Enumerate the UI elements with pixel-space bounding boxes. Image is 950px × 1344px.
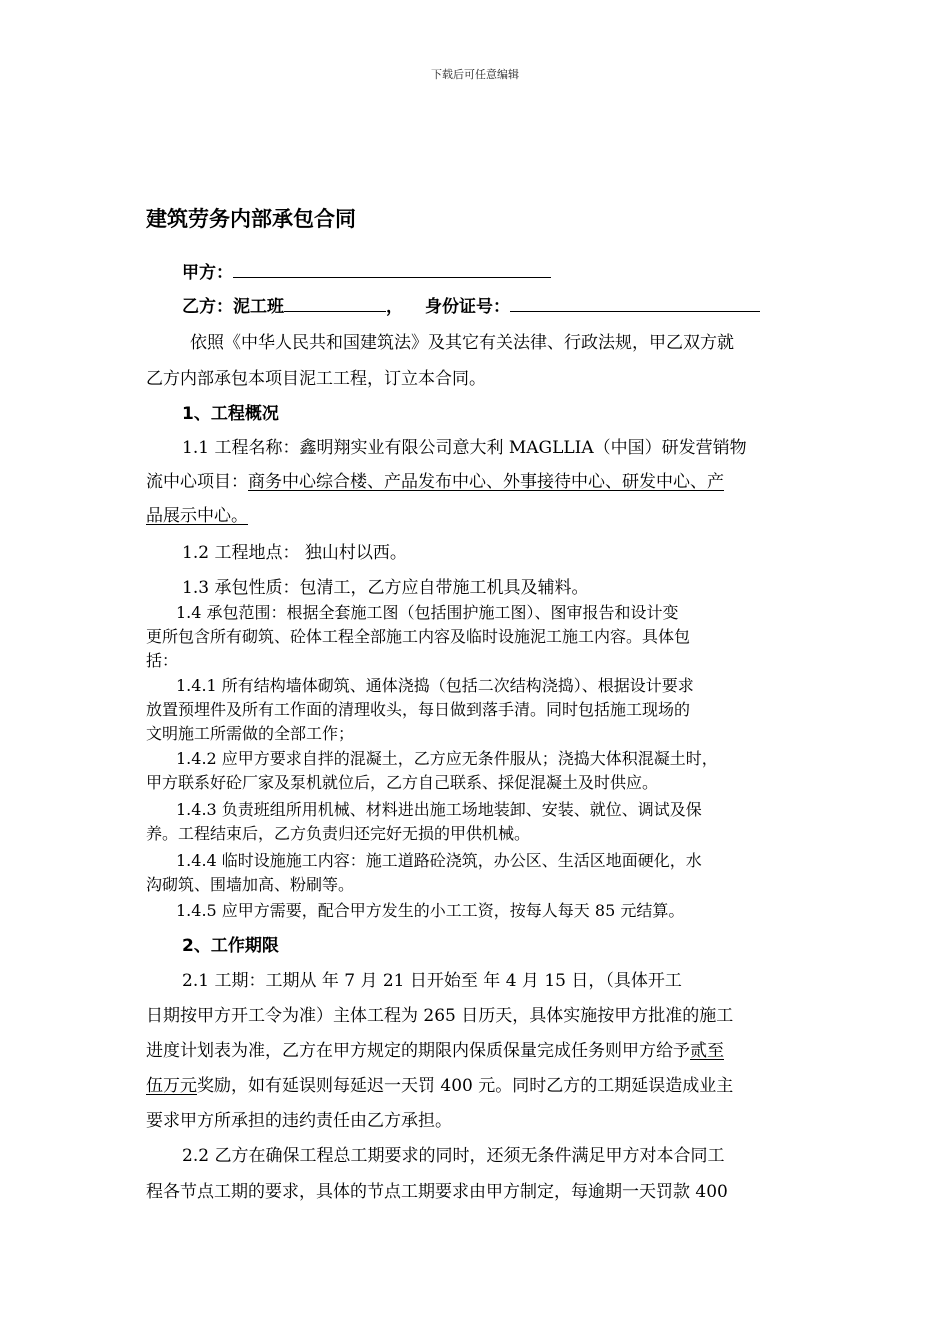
clause-1-1-line-1: 1.1 工程名称：鑫明翔实业有限公司意大利 MAGLLIA（中国）研发营销物 [182, 438, 747, 458]
clause-1-1-scope-underlined-end: 品展示中心。 [146, 506, 248, 526]
party-a-label: 甲方： [182, 263, 233, 283]
clause-1-4-1-line-1: 1.4.1 所有结构墙体砌筑、通体浇捣（包括二次结构浇捣）、根据设计要求 [176, 676, 694, 695]
clause-1-4-2-line-2: 甲方联系好砼厂家及泵机就位后，乙方自己联系、採促混凝土及时供应。 [146, 773, 659, 792]
clause-1-2: 1.2 工程地点： 独山村以西。 [182, 543, 407, 563]
page-header-note: 下载后可任意编辑 [431, 68, 519, 81]
clause-1-4-line-1: 1.4 承包范围：根据全套施工图（包括围护施工图）、图审报告和设计变 [176, 603, 679, 622]
clause-1-4-4-line-1: 1.4.4 临时设施施工内容：施工道路砼浇筑，办公区、生活区地面硬化，水 [176, 851, 702, 870]
clause-1-1-prefix: 流中心项目： [146, 472, 248, 492]
clause-1-4-4-line-2: 沟砌筑、围墙加高、粉刷等。 [146, 875, 355, 894]
section-2-title: 2、工作期限 [182, 936, 279, 956]
clause-2-1-line-4-text: 奖励，如有延误则每延迟一天罚 400 元。同时乙方的工期延误造成业主 [197, 1076, 734, 1096]
clause-1-4-3-line-1: 1.4.3 负责班组所用机械、材料进出施工场地装卸、安装、就位、调试及保 [176, 800, 702, 819]
clause-2-1-line-5: 要求甲方所承担的违约责任由乙方承担。 [146, 1111, 452, 1131]
clause-2-1-line-4 [146, 1071, 733, 1096]
id-number-blank [510, 297, 760, 312]
party-b-separator: ， [386, 297, 403, 317]
clause-1-4-3-line-2: 养。工程结束后，乙方负责归还完好无损的甲供机械。 [146, 824, 531, 843]
party-b-name-blank [284, 297, 386, 312]
party-b-label: 乙方：泥工班 [182, 297, 284, 317]
clause-2-1-line-3 [146, 1036, 724, 1061]
clause-1-4-1-line-3: 文明施工所需做的全部工作； [146, 724, 355, 743]
clause-2-2-line-1: 2.2 乙方在确保工程总工期要求的同时，还须无条件满足甲方对本合同工 [182, 1146, 725, 1166]
clause-2-1-line-1: 2.1 工期：工期从 年 7 月 21 日开始至 年 4 月 15 日，（具体开工 [182, 971, 682, 991]
clause-2-2-line-2: 程各节点工期的要求，具体的节点工期要求由甲方制定，每逾期一天罚款 400 [146, 1182, 728, 1202]
clause-1-1-line-3 [146, 501, 248, 526]
clause-1-4-5: 1.4.5 应甲方需要，配合甲方发生的小工工资，按每人每天 85 元结算。 [176, 901, 685, 920]
party-a-row [182, 258, 551, 283]
clause-1-4-1-line-2: 放置预埋件及所有工作面的清理收头，每日做到落手清。同时包括施工现场的 [146, 700, 691, 719]
intro-line-1: 依照《中华人民共和国建筑法》及其它有关法律、行政法规，甲乙双方就 [190, 333, 734, 353]
clause-2-1-reward-underlined: 贰至 [690, 1041, 724, 1061]
clause-2-1-line-3-text: 进度计划表为准，乙方在甲方规定的期限内保质保量完成任务则甲方给予 [146, 1041, 690, 1061]
clause-2-1-reward-amount-underlined: 伍万元 [146, 1076, 197, 1096]
clause-1-3: 1.3 承包性质：包清工，乙方应自带施工机具及辅料。 [182, 578, 589, 598]
clause-1-4-line-3: 括： [146, 651, 179, 670]
section-1-title: 1、工程概况 [182, 404, 279, 424]
party-a-blank [233, 263, 551, 278]
party-b-row [182, 292, 760, 317]
clause-1-4-2-line-1: 1.4.2 应甲方要求自拌的混凝土，乙方应无条件服从；浇捣大体积混凝土时， [176, 749, 718, 768]
clause-1-4-line-2: 更所包含所有砌筑、砼体工程全部施工内容及临时设施泥工施工内容。具体包 [146, 627, 691, 646]
contract-title: 建筑劳务内部承包合同 [146, 207, 356, 231]
intro-line-2: 乙方内部承包本项目泥工工程，订立本合同。 [146, 369, 486, 389]
clause-1-1-line-2 [146, 467, 724, 492]
clause-1-1-scope-underlined: 商务中心综合楼、产品发布中心、外事接待中心、研发中心、产 [248, 472, 724, 492]
id-number-label: 身份证号： [425, 297, 510, 317]
clause-2-1-line-2: 日期按甲方开工令为准）主体工程为 265 日历天，具体实施按甲方批准的施工 [146, 1006, 734, 1026]
